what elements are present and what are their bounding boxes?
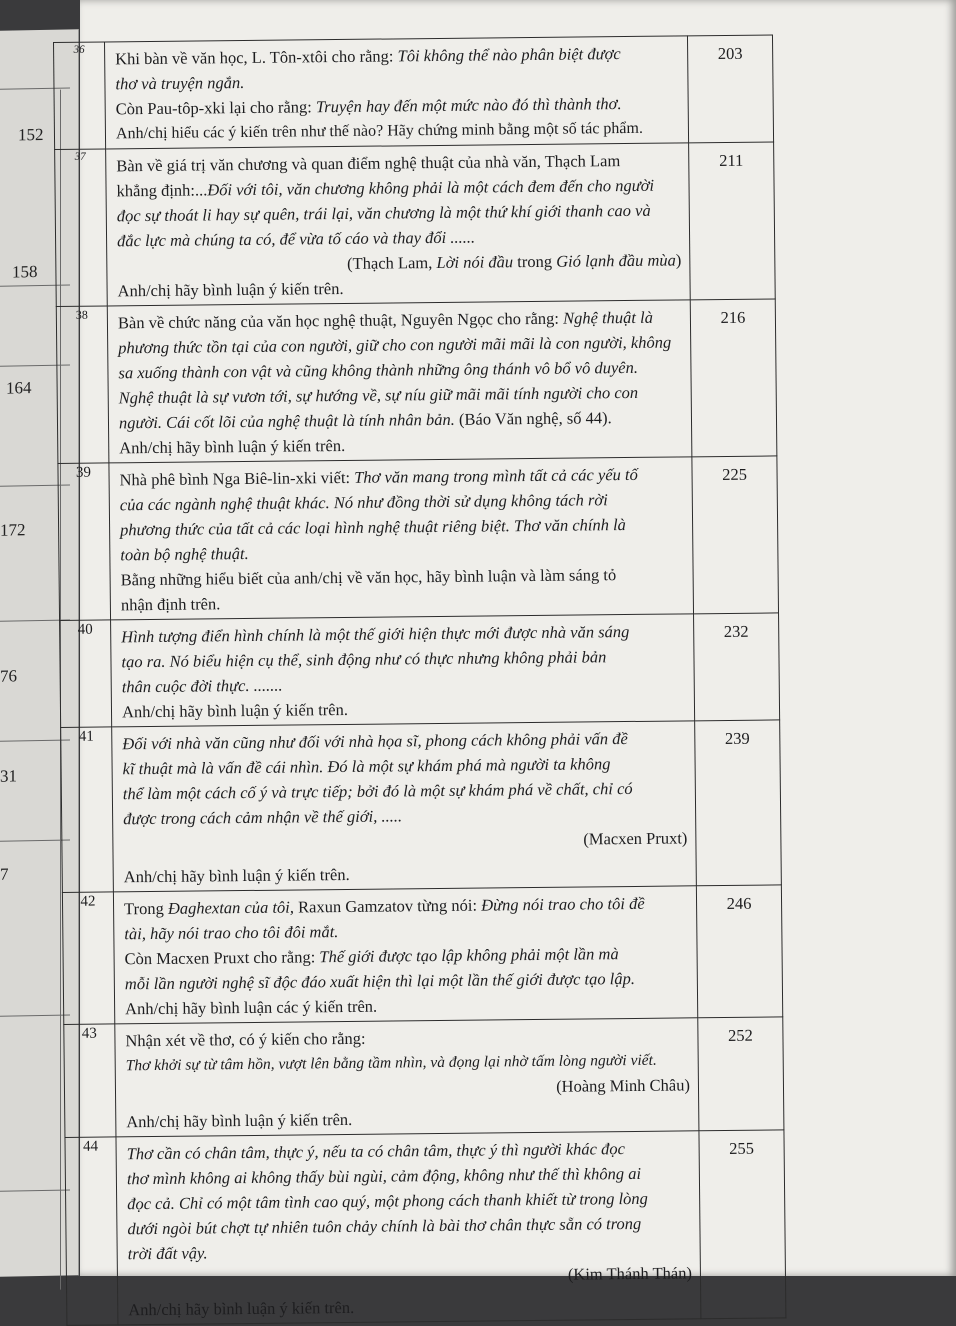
- source-book: Gió lạnh đầu mùa: [556, 250, 676, 271]
- quote-line: dưới ngòi bút chợt tự nhiên tuôn chảy chính là bài thơ chân thực sẵn có trong: [127, 1213, 642, 1239]
- previous-page-number: 164: [6, 378, 32, 398]
- page-reference: 255: [699, 1130, 786, 1319]
- topic-text: [116, 1131, 701, 1325]
- quote-line: thơ và truyện ngắn.: [115, 72, 245, 94]
- page-reference: 216: [690, 299, 777, 457]
- text-line: khẳng định:...: [116, 180, 208, 201]
- topic-number: 44: [65, 1137, 118, 1326]
- quote-line: Truyện hay đến một mức nào đó thì thành thơ.: [315, 94, 622, 117]
- topic-number: 41: [61, 727, 114, 893]
- quote-source: (Kim Thánh Thán): [567, 1263, 693, 1284]
- quote-line: trời đất vậy.: [127, 1243, 208, 1264]
- quote-line: tài, hãy nói trao cho tôi đôi mắt.: [124, 922, 339, 944]
- quote-source: (Macxen Pruxt): [583, 828, 688, 849]
- quote-line: Thơ văn mang trong mình tất cả các yếu tố: [354, 464, 638, 487]
- table-row: [54, 35, 774, 150]
- quote-line: Đối với tôi, văn chương không phải là một cách đem đến cho người: [207, 175, 655, 200]
- quote-line: phương thức của tất cả các loại hình nghệ thuật riêng biệt. Thơ văn chính là: [120, 515, 626, 540]
- page-reference: 246: [696, 885, 782, 1018]
- topic-text: [105, 36, 689, 149]
- topic-number: 43: [64, 1024, 116, 1138]
- quote-line: tạo ra. Nó biểu hiện cụ thể, sinh động như có thực nhưng không phải bản: [121, 647, 607, 672]
- text-line: Bàn về chức năng của văn học nghệ thuật, Nguyên Ngọc cho rằng:: [117, 308, 564, 333]
- work-title: Đaghextan của tôi,: [167, 897, 295, 918]
- previous-page-number: 152: [18, 124, 44, 145]
- topic-number: 37: [55, 149, 108, 307]
- table-row: [56, 299, 777, 464]
- topic-text: [111, 614, 695, 727]
- topic-text: [106, 143, 691, 306]
- topic-number: 42: [62, 892, 114, 1025]
- question-line: Anh/chị hãy bình luận ý kiến trên.: [119, 435, 346, 458]
- topic-number: 36: [54, 42, 106, 150]
- question-line: Anh/chị hiểu các ý kiến trên như thế nào? Hãy chứng minh bằng một số tác phẩm.: [115, 119, 644, 143]
- quote-line: Hình tượng điển hình chính là một thế giới hiện thực mới được nhà văn sáng: [121, 621, 630, 647]
- topic-text: [113, 886, 697, 1024]
- question-line: Anh/chị hãy bình luận ý kiến trên.: [123, 864, 350, 887]
- essay-topics-table: [53, 34, 786, 1325]
- quote-line: Đối với nhà văn cũng như đối với nhà họa sĩ, phong cách không phải vấn đề: [122, 729, 628, 754]
- topic-text: [107, 300, 692, 463]
- quote-line: thể làm một cách cố ý và trực tiếp; bởi đó là một sự khám phá về chất, chỉ có: [122, 778, 633, 804]
- text-line: Bàn về giá trị văn chương và quan điểm nghệ thuật của nhà văn, Thạch Lam: [116, 151, 621, 176]
- page-reference: 203: [687, 35, 773, 143]
- question-line: Anh/chị hãy bình luận ý kiến trên.: [128, 1297, 355, 1320]
- quote-line: người. Cái cốt lõi của nghệ thuật là tính nhân bản.: [118, 409, 455, 433]
- text-line: Nhà phê bình Nga Biê-lin-xki viết:: [119, 467, 355, 490]
- quote-line: thơ mình không ai không thấy bùi ngùi, cảm động, không như thế thì không ai: [126, 1163, 642, 1189]
- quote-line: Tôi không thể nào phân biệt được: [397, 44, 621, 66]
- source-line: (Báo Văn nghệ, số 44).: [454, 408, 612, 429]
- table-row: [55, 142, 776, 307]
- source-connector: trong: [513, 251, 557, 272]
- previous-page-number: 7: [0, 864, 9, 884]
- previous-page-number: 172: [0, 520, 26, 540]
- previous-page-number: 158: [12, 262, 38, 282]
- question-line: Anh/chị hãy bình luận ý kiến trên.: [121, 699, 349, 722]
- text-line: Trong: [123, 898, 169, 919]
- topic-number: 40: [60, 620, 112, 728]
- table-row: [61, 720, 782, 893]
- quote-line: mỗi lần người nghệ sĩ độc đáo xuất hiện thì lại một lần thế giới được tạo lập.: [124, 968, 635, 994]
- quote-line: Thế giới được tạo lập không phải một lần mà: [319, 944, 619, 967]
- quote-line: đọc cả. Chỉ có một tâm tình cao quý, một phong cách thanh khiết từ trong lòng: [127, 1188, 648, 1214]
- quote-line: Thơ cần có chân tâm, thực ý, nếu ta có chân tâm, thực ý thì người khác đọc: [126, 1139, 625, 1164]
- quote-line: của các ngành nghệ thuật khác. Nó như đồng thời sử dụng không tách rời: [119, 490, 608, 515]
- question-line: Anh/chị hãy bình luận các ý kiến trên.: [125, 996, 378, 1019]
- previous-page-number: 31: [0, 766, 17, 786]
- topic-text: [109, 457, 694, 620]
- table-row: [62, 885, 782, 1025]
- quote-line: thân cuộc đời thực. .......: [121, 675, 283, 697]
- table-row: [65, 1130, 786, 1326]
- quote-line: phương thức tồn tại của con người, giữ cho con người mãi mãi là con người, không: [118, 332, 672, 358]
- text-line: Khi bàn về văn học, L. Tôn-xtôi cho rằng:: [115, 46, 398, 69]
- topic-text: [112, 721, 697, 892]
- topic-number: 39: [58, 463, 111, 621]
- page-reference: 232: [694, 613, 780, 721]
- table-row: [64, 1017, 784, 1138]
- quote-source: (Hoàng Minh Châu): [556, 1075, 691, 1096]
- source-close: ): [675, 250, 682, 270]
- previous-page-number: 76: [0, 666, 17, 686]
- text-line: Nhận xét về thơ, có ý kiến cho rằng:: [125, 1028, 366, 1051]
- quote-line: Nghệ thuật là sự vươn tới, sự hướng về, sự níu giữ mãi mãi tính người cho con: [118, 382, 639, 408]
- table-row: [58, 456, 779, 621]
- quote-line: toàn bộ nghệ thuật.: [120, 543, 249, 565]
- text-line: Raxun Gamzatov từng nói:: [293, 895, 482, 917]
- question-line: Bằng những hiểu biết của anh/chị về văn học, hãy bình luận và làm sáng tỏ: [120, 565, 617, 590]
- quote-line: kĩ thuật mà là vấn đề cái nhìn. Đó là một sự khám phá mà người ta không: [122, 754, 611, 779]
- quote-line: được trong cách cảm nhận về thế giới, .....: [123, 806, 403, 829]
- topic-text: [115, 1018, 699, 1137]
- quote-line: Nghệ thuật là: [562, 307, 653, 328]
- page-reference: 239: [695, 720, 782, 886]
- quote-line: sa xuống thành con vật và cũng không thành những ông thánh vô bổ vô duyên.: [118, 357, 639, 383]
- topic-number: 38: [56, 306, 109, 464]
- question-line: Anh/chị hãy bình luận ý kiến trên.: [117, 278, 344, 301]
- page-reference: 225: [692, 456, 779, 614]
- page-reference: 252: [698, 1017, 784, 1131]
- quote-line: Đừng nói trao cho tôi đề: [481, 893, 645, 915]
- quote-line: đọc sự thoát li hay sự quên, trái lại, văn chương là một thứ khí giới thanh cao và: [116, 200, 651, 226]
- question-line: Anh/chị hãy bình luận ý kiến trên.: [126, 1109, 353, 1132]
- table-row: [60, 613, 780, 728]
- question-line: nhận định trên.: [120, 594, 221, 615]
- source-author: (Thạch Lam,: [347, 252, 437, 273]
- quote-line: đắc lực mà chúng ta có, để vừa tố cáo và thay đổi ......: [116, 227, 476, 251]
- quote-line: Thơ khởi sự từ tâm hồn, vượt lên bằng tầm nhìn, và đọng lại nhờ tấm lòng người viết.: [125, 1051, 657, 1075]
- page-reference: 211: [689, 142, 776, 300]
- source-work: Lời nói đầu: [436, 252, 514, 272]
- text-line: Còn Pau-tôp-xki lại cho rằng:: [115, 97, 317, 119]
- text-line: Còn Macxen Pruxt cho rằng:: [124, 947, 320, 969]
